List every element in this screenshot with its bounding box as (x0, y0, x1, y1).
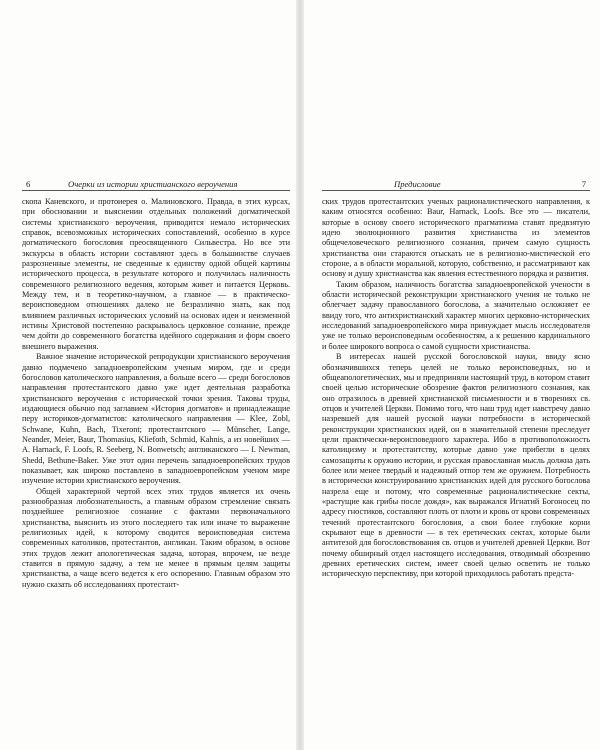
right-running-head (322, 178, 590, 191)
right-page-number: 7 (581, 179, 586, 189)
right-paragraph-1: ских трудов протестантских ученых рационалистического направления, к каким относятся особенно: Baur, Harnack, Loofs. Все это — писатели, которые в основу своего исторического прагматизма ставят предвзятую идею эволюционного развития христианства из элементов общечеловеческого религиозного сознания, причем самую сущность христианства они стараются отыскать не в религиозно-мистической его стороне, а в области моральной, которую, собственно, и рассматривают как основу и душу христианства как явления естественного порядка и развития. (322, 197, 590, 279)
left-paragraph-1: скопа Каневского, и протоиерея о. Малиновского. Правда, в этих курсах, при обосновании и выяснении отдельных положений догматической системы христианского вероучения, приводится немало исторических справок, всевозможных исторических сопоставлений, особенно в курсе догматического богословия преосвященного Сильвестра. Но все эти экскурсы в область истории составляют здесь в большинстве случаев разрозненные элементы, не сведенные к единству одной общей картины исторического процесса, в результате которого и получилась наличность современного религиозного ведения, которым живет и питается Церковь. Между тем, и в теоретико-научном, а главное — в практическо-вероисповедном отношениях далеко не безразлично знать, как под влиянием различных исторических условий на основах идеи и неизменной истины Христовой постепенно раскрывалось церковное сознание, прежде чем дойти до современного богатства идейного содержания и форм своего внешнего выражения. (22, 197, 290, 351)
right-running-head-title: Предисловие (394, 179, 441, 189)
left-page-number: 6 (26, 179, 31, 189)
right-paragraph-2: Таким образом, наличность богатства западноевропейской учености в области исторической реконструкции христианского учения не только не облегчает задачу православного богослова, а значительно осложняет ее ввиду того, что антихристианский характер многих церковно-исторических исследований западноевропейского мира принуждает мысль исследователя уже не только вероисповедным особенностям, а к решению кардинального и более широкого вопроса о самой сущности христианства. (322, 279, 590, 351)
left-page (22, 178, 290, 590)
left-paragraph-2: Важное значение исторической репродукции христианского вероучения давно подмечено западноевропейским ученым миром, где и среди богословов католического направления, а больше всего — среди богословов направления протестантского давно уже идет деятельная разработка христианского вероучения с исторической точки зрения. Таковы труды, издающиеся обычно под заглавием «История догматов» и принадлежащие перу историков-догматистов: католического направления — Klee, Zobl, Schwane, Kuhn, Bach, Tixeront; протестантского — Münscher, Lange, Neander, Meier, Baur, Thomasius, Kliefoth, Schmid, Kahnis, а из новейших — A. Harnack, F. Loofs, R. Seeberg, N. Bonwetsch; англиканского — I. Newman, Shedd, Bethune-Baker. Уже этот один перечень западноевропейских трудов показывает, как широко поставлено в западноевропейском ученом мире изучение истории христианского вероучения. (22, 352, 290, 486)
left-running-head-title: Очерки из истории христианского вероучения (68, 179, 238, 189)
right-page (322, 178, 590, 580)
left-paragraph-3: Общей характерной чертой всех этих трудов является их очень разнообразная любознательность, а главным образом стремление связать позднейшее религиозное сознание с фактами первоначального христианства, выяснить из этого последнего так или иначе то выражение религиозных идей, к которому сводится вероисповедная система современных католиков, протестантов, англикан. Таким образом, в основе этих трудов лежит апологетическая задача, которая, впрочем, не везде ставится в прямую задачу, а тем не менее в прямым целям защиты христианства, а чаще всего ведется к его оспорению. Главным образом это нужно сказать об исследованиях протестант- (22, 486, 290, 589)
right-paragraph-3: В интересах нашей русской богословской науки, ввиду ясно обозначившихся теперь целей не только вероисповедных, но и общеапологетических, мы и предприняли настоящий труд, в котором ставит своей целью исторические обозрение фактов религиозного сознания, как оно отразилось в древней христианской письменности и в творениях св. отцов и учителей Церкви. Помимо того, что наш труд идет навстречу давно назревшей для нашей русской науки потребности в исторической реконструкции христианских идей, он в значительной степени преследует цели практически-вероисповедного характера. Ибо в противоположность католицизму и протестантству, которые давно уже прибегли в целях самозащиты к оружию истории, и русская православная мысль должна дать более или менее твердый и надежный отпор тем же оружием. Потребность в исторически конструированию христианских идей для русского богослова назрела еще и потому, что современные рационалистические секты, «растущие как грибы после дождя», как выражался Игнатий Богоносец по адресу гностиков, составляют плоть от плоти и кровь от крови современных течений протестантского богословия, а свои более глубокие корни скрывают еще в древности — в тех еретических сектах, которые были антитезой для богословствования св. отцов и учителей древней Церкви. Вот почему обширный отдел настоящего исследования, отводимый обозрению древних еретических систем, имеет своей целью осветить не только историческую перспективу, при которой приходилось работать предста- (322, 352, 590, 579)
book-gutter (296, 0, 304, 750)
left-running-head (22, 178, 290, 191)
